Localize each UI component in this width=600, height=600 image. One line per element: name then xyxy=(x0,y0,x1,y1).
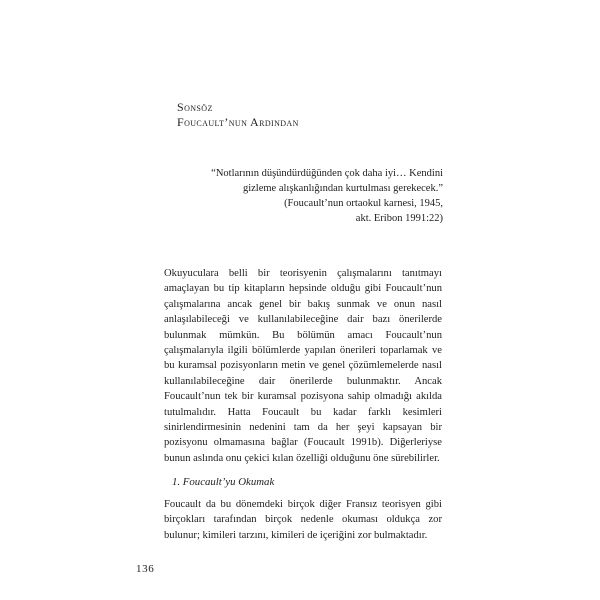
body-paragraph-1: Okuyuculara belli bir teorisyenin çalışmalarını tanıtmayı amaçlayan bu tip kitapların hepsinde olduğu gibi Foucault’nun çalışmalarına ancak genel bir bakış sunmak ve onun nasıl anlaşılabileceği ve kullanılabileceğine dair bazı önerilerde bulunmak mümkün. Bu bölümün amacı Foucault’nun çalışmalarıyla ilgili bölümlerde yapılan önerileri toparlamak ve bu kuramsal pozisyonların metin ve genel çözümlemelerde nasıl kullanılabileceğine dair önerilerde bulunmaktır. Ancak Foucault’nun tek bir kuramsal pozisyona sahip olmadığı akılda tutulmalıdır. Hatta Foucault bu kadar farklı kesimleri sinirlendirmesinin nedenini tam da her şeyi kapsayan bir pozisyonu olmamasına bağlar (Foucault 1991b). Diğerleriyse bunun aslında onu çekici kılan özelliği olduğunu öne sürebilirler. xyxy=(164,268,442,464)
section-heading: 1. Foucault’yu Okumak xyxy=(172,476,275,488)
chapter-title-line-2: Foucault’nun Ardından xyxy=(177,115,299,129)
epigraph-citation-line: (Foucault’nun ortaokul karnesi, 1945, xyxy=(284,198,443,209)
body-paragraph-2: Foucault da bu dönemdeki birçok diğer Fransız teorisyen gibi birçokları tarafından birçok nedenle okuması oldukça zor bulunur; kimileri tarzını, kimileri de içeriğini zor bulmaktadır. xyxy=(164,499,442,541)
epigraph xyxy=(163,166,443,226)
chapter-heading xyxy=(177,100,299,130)
epigraph-citation-line: akt. Eribon 1991:22) xyxy=(355,213,443,224)
chapter-title-line-1: Sonsöz xyxy=(177,100,213,114)
page-number: 136 xyxy=(136,563,155,575)
epigraph-line: “Notlarının düşündürdüğünden çok daha iyi… Kendini xyxy=(211,168,443,179)
epigraph-line: gizleme alışkanlığından kurtulması gerekecek.” xyxy=(242,183,443,194)
